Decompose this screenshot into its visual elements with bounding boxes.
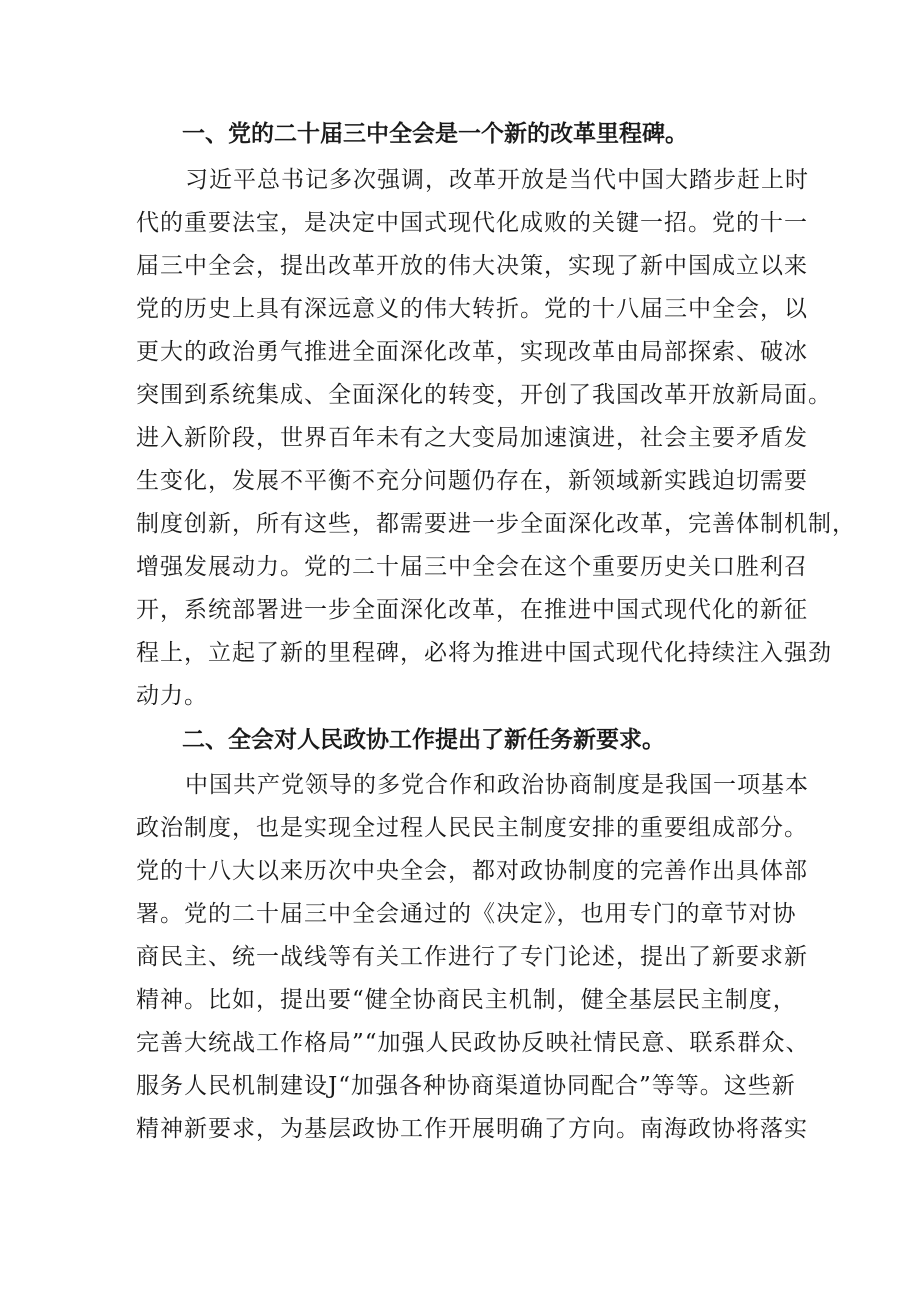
section-2-line-5: 商民主、统一战线等有关工作进行了专门论述，提出了新要求新 xyxy=(136,944,808,970)
section-1-line-6: 突围到系统集成、全面深化的转变，开创了我国改革开放新局面。 xyxy=(136,382,832,408)
section-1-line-4: 党的历史上具有深远意义的伟大转折。党的十八届三中全会，以 xyxy=(136,296,808,322)
section-1-line-7: 进入新阶段，世界百年未有之大变局加速演进，社会主要矛盾发 xyxy=(136,425,808,451)
section-1-line-3: 届三中全会，提出改革开放的伟大决策，实现了新中国成立以来 xyxy=(136,253,808,279)
section-2-line-9: 精神新要求，为基层政协工作开展明确了方向。南海政协将落实 xyxy=(136,1116,808,1142)
section-1-line-13: 动力。 xyxy=(136,683,208,709)
section-2-line-1: 中国共产党领导的多党合作和政治协商制度是我国一项基本 xyxy=(185,772,809,798)
section-2-line-6: 精神。比如，提出要“健全协商民主机制，健全基层民主制度， xyxy=(136,987,797,1013)
section-1-line-9: 制度创新，所有这些，都需要进一步全面深化改革，完善体制机制， xyxy=(136,511,856,537)
section-2-heading: 二、全会对人民政协工作提出了新任务新要求。 xyxy=(182,727,665,753)
section-1-line-2: 代的重要法宝，是决定中国式现代化成败的关键一招。党的十一 xyxy=(136,210,808,236)
section-2-line-7: 完善大统战工作格局”“加强人民政协反映社情民意、联系群众、 xyxy=(136,1030,810,1056)
section-2-line-8: 服务人民机制建设J“加强各种协商渠道协同配合”等等。这些新 xyxy=(136,1073,796,1099)
section-1-line-10: 增强发展动力。党的二十届三中全会在这个重要历史关口胜利召 xyxy=(136,554,808,580)
section-1-line-5: 更大的政治勇气推进全面深化改革，实现改革由局部探索、破冰 xyxy=(136,339,808,365)
section-1-heading: 一、党的二十届三中全会是一个新的改革里程碑。 xyxy=(182,121,688,147)
section-1-line-1: 习近平总书记多次强调，改革开放是当代中国大踏步赶上时 xyxy=(185,167,809,193)
section-2-line-3: 党的十八大以来历次中央全会，都对政协制度的完善作出具体部 xyxy=(136,858,808,884)
section-2-line-4: 署。党的二十届三中全会通过的《决定》，也用专门的章节对协 xyxy=(136,901,797,927)
section-2-line-2: 政治制度，也是实现全过程人民民主制度安排的重要组成部分。 xyxy=(136,815,808,841)
section-1-line-8: 生变化，发展不平衡不充分问题仍存在，新领域新实践迫切需要 xyxy=(136,468,808,494)
section-1-line-12: 程上，立起了新的里程碑，必将为推进中国式现代化持续注入强劲 xyxy=(136,640,832,666)
section-1-line-11: 开，系统部署进一步全面深化改革，在推进中国式现代化的新征 xyxy=(136,597,808,623)
